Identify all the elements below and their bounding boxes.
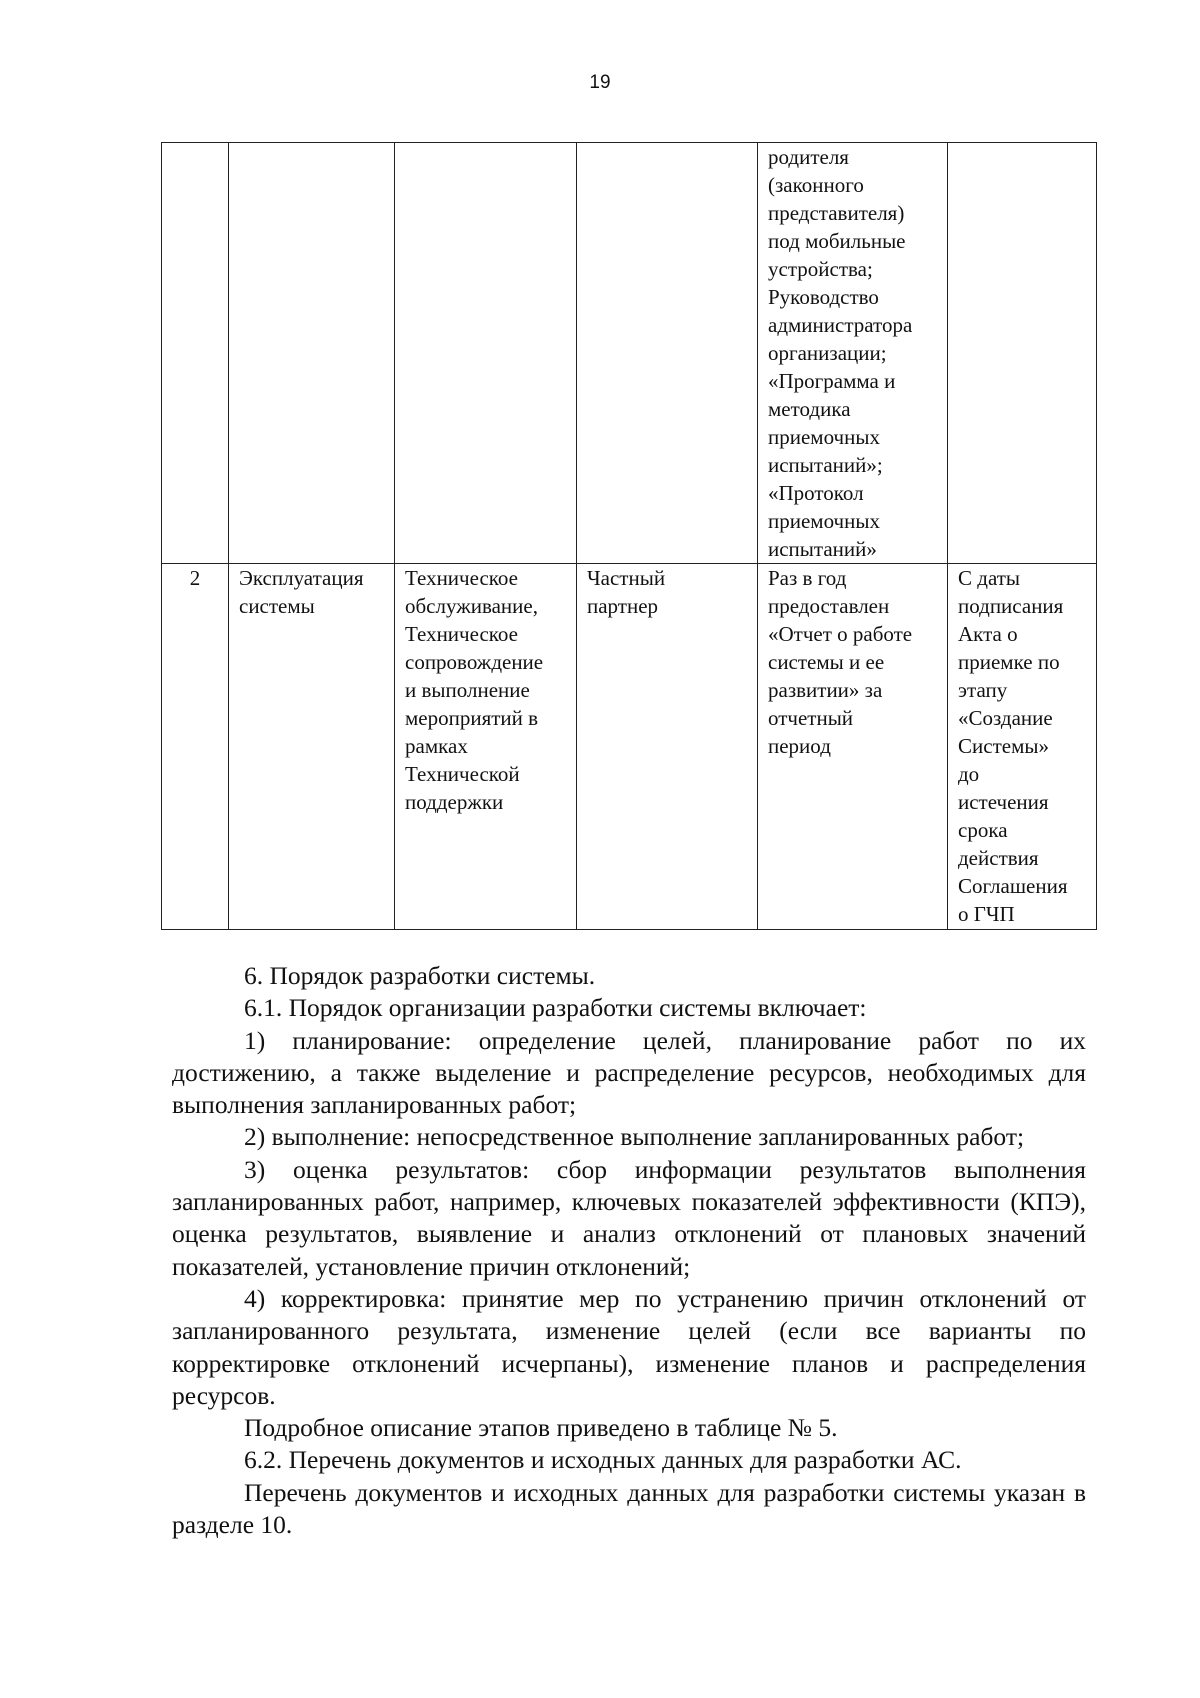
cell-line: «Отчет о работе [768,622,913,646]
cell-line: методика [768,397,851,421]
cell-line: представителя) [768,201,905,225]
page-number: 19 [589,72,611,93]
cell-line: развитии» за [768,678,883,702]
cell-line: под мобильные [768,229,906,253]
cell-line: испытаний»; [768,453,883,477]
cell-line: срока [958,818,1008,842]
paragraph: Подробное описание этапов приведено в таблице № 5. [244,1413,838,1443]
cell-line: «Программа и [768,369,896,393]
cell-line: Акта о [958,622,1018,646]
cell-line: рамках [405,734,468,758]
cell-line: период [768,734,831,758]
cell-line: Техническое [405,566,518,590]
cell-line: Эксплуатация [239,566,364,590]
cell-line: сопровождение [405,650,544,674]
cell-line: приемочных [768,509,880,533]
cell-line: подписания [958,594,1064,618]
cell-line: С даты [958,566,1021,590]
cell-line: предоставлен [768,594,890,618]
table-cell-executor [577,564,758,930]
body-text [172,960,1086,1541]
cell-line: испытаний» [768,537,877,561]
cell-line: и выполнение [405,678,530,702]
cell-line: устройства; [768,257,873,281]
table-cell-documents [758,143,948,564]
cell-line: (законного [768,173,864,197]
stages-table [161,142,1097,930]
table-cell-works [395,564,577,930]
table-cell-stage [229,564,395,930]
cell-line: Системы» [958,734,1049,758]
table-cell-empty [162,143,229,564]
cell-line: партнер [587,594,659,618]
cell-line: обслуживание, [405,594,538,618]
cell-line: администратора [768,313,913,337]
list-item: 3) оценка результатов: сбор информации результатов выполнения запланированных работ, например, ключевых показателей эффективности (КПЭ), оценка результатов, выявление и анализ отклонений от плановых значений показателей, установление причин отклонений; [172,1154,1086,1281]
cell-line: Руководство [768,285,879,309]
table-cell-result [758,564,948,930]
table-cell-empty [229,143,395,564]
cell-line: поддержки [405,790,504,814]
list-item: 2) выполнение: непосредственное выполнение запланированных работ; [244,1122,1025,1152]
subsection-heading: 6.1. Порядок организации разработки системы включает: [244,993,867,1023]
cell-line: «Создание [958,706,1053,730]
cell-line: Раз в год [768,566,847,590]
cell-line: родителя [768,145,849,169]
table-row [162,564,1097,930]
cell-line: организации; [768,341,887,365]
list-item: 1) планирование: определение целей, планирование работ по их достижению, а также выделение и распределение ресурсов, необходимых для выполнения запланированных работ; [172,1025,1086,1120]
table-cell-empty [577,143,758,564]
cell-line: Технической [405,762,520,786]
cell-line: мероприятий в [405,706,539,730]
table-cell-number: 2 [162,564,229,930]
paragraph: Перечень документов и исходных данных для разработки системы указан в разделе 10. [172,1477,1086,1540]
cell-line: Соглашения [958,874,1068,898]
table-row [162,143,1097,564]
cell-line: Техническое [405,622,518,646]
cell-line: отчетный [768,706,854,730]
subsection-heading: 6.2. Перечень документов и исходных данных для разработки АС. [244,1445,962,1475]
cell-line: приемке по [958,650,1060,674]
cell-line: «Протокол [768,481,864,505]
section-heading: 6. Порядок разработки системы. [244,961,596,990]
cell-line: действия [958,846,1039,870]
cell-line: до [958,762,980,786]
cell-line: приемочных [768,425,880,449]
cell-line: этапу [958,678,1008,702]
cell-line: истечения [958,790,1049,814]
cell-line: системы [239,594,315,618]
list-item: 4) корректировка: принятие мер по устранению причин отклонений от запланированного результата, изменение целей (если все варианты по корректировке отклонений исчерпаны), изменение планов и распределения ресурсов. [172,1283,1086,1410]
cell-line: системы и ее [768,650,885,674]
table-cell-empty [948,143,1097,564]
cell-line: о ГЧП [958,902,1015,926]
table-cell-empty [395,143,577,564]
table-cell-term [948,564,1097,930]
cell-line: Частный [587,566,666,590]
